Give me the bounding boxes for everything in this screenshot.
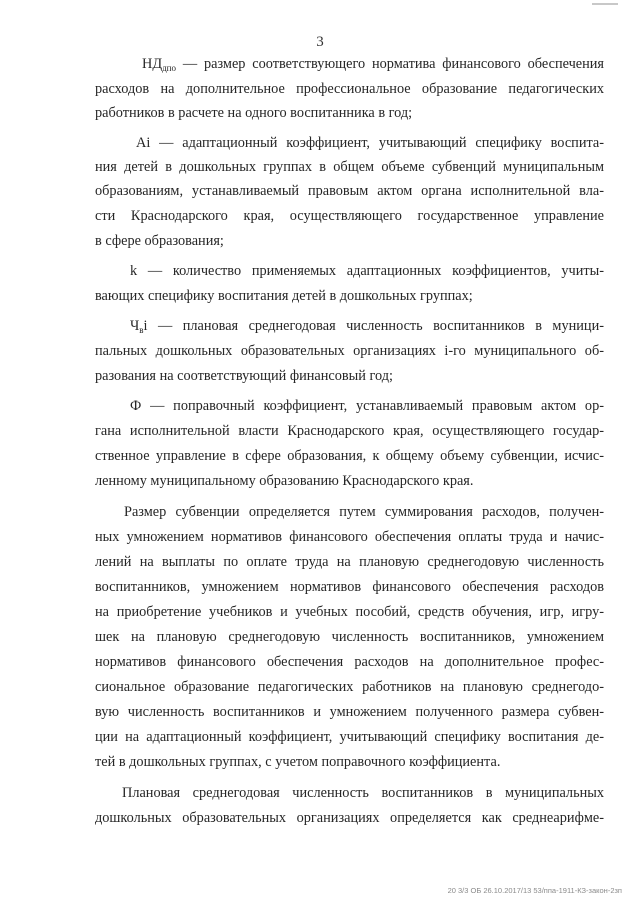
text-line: [95, 234, 224, 248]
text-line: [130, 399, 604, 413]
line-text: дошкольных образовательных организациях определяется как среднеарифме-: [95, 810, 604, 826]
line-text: Ф — поправочный коэффициент, устанавливаемый правовым актом ор-: [130, 398, 604, 414]
line-text: гана исполнительной власти Краснодарского края, осуществляющего государ-: [95, 423, 604, 439]
text-line: [95, 755, 500, 769]
text-line: [95, 655, 604, 669]
line-text: сти Краснодарского края, осуществляющего государственное управление: [95, 208, 604, 224]
text-line: [136, 136, 604, 150]
line-text: Плановая среднегодовая численность воспитанников в муниципальных: [122, 785, 604, 801]
line-text: воспитанников, умножением нормативов финансового обеспечения расходов: [95, 579, 604, 595]
line-text: ленному муниципальному образованию Краснодарского края.: [95, 473, 474, 489]
line-text: расходов на дополнительное профессиональное образование педагогических: [95, 81, 604, 97]
scan-mark: [592, 3, 618, 5]
text-line: [95, 580, 604, 594]
line-text: разования на соответствующий финансовый год;: [95, 368, 393, 384]
line-text: сиональное образование педагогических работников на плановую среднегодо-: [95, 679, 604, 695]
text-line: [95, 730, 604, 744]
line-text: вую численность воспитанников и умножением полученного размера субвен-: [95, 704, 604, 720]
text-line: [95, 449, 604, 463]
line-text: шек на плановую среднегодовую численность воспитанников, умножением: [95, 629, 604, 645]
line-text: Ai — адаптационный коэффициент, учитывающий специфику воспита-: [136, 135, 604, 151]
line-text: пальных дошкольных образовательных организациях i-го муниципального об-: [95, 343, 604, 359]
line-text: работников в расчете на одного воспитанника в год;: [95, 105, 413, 121]
line-text: k — количество применяемых адаптационных коэффициентов, учиты-: [130, 263, 604, 279]
line-text: Размер субвенции определяется путем суммирования расходов, получен-: [124, 504, 604, 520]
text-line: [95, 605, 604, 619]
page-number: 3: [316, 34, 324, 50]
subscript: дпо: [162, 63, 176, 73]
line-text: Ч: [130, 318, 140, 334]
line-text: тей в дошкольных группах, с учетом поправочного коэффициента.: [95, 754, 501, 770]
line-text: ции на адаптационный коэффициент, учитывающий специфику воспитания де-: [95, 729, 604, 745]
line-text-cont: — размер соответствующего норматива финансового обеспечения: [175, 56, 604, 72]
text-line: [95, 630, 604, 644]
line-text: нормативов финансового обеспечения расходов на дополнительное профес-: [95, 654, 604, 670]
text-line: [95, 680, 604, 694]
text-line: [95, 811, 604, 825]
text-line: [95, 424, 604, 438]
line-text: НД: [142, 56, 163, 72]
text-line: [95, 369, 393, 383]
line-text: ных умножением нормативов финансового обеспечения оплаты труда и начис-: [95, 529, 604, 545]
text-line: [95, 344, 604, 358]
text-line: [130, 264, 604, 278]
line-text: лений на выплаты по оплате труда на плановую среднегодовую численность: [95, 554, 604, 570]
footer-stamp: 20 3/3 ОБ 26.10.2017/13 53/ппа-1911-КЗ-закон-2зп: [447, 886, 622, 895]
subscript: в: [139, 325, 144, 335]
line-text: ственное управление в сфере образования, к общему объему субвенции, исчис-: [95, 448, 604, 464]
line-text: вающих специфику воспитания детей в дошкольных группах;: [95, 288, 473, 304]
text-line: [124, 505, 604, 519]
line-text: на приобретение учебников и учебных пособий, средств обучения, игр, игру-: [95, 604, 604, 620]
text-line: [95, 530, 604, 544]
text-line: [95, 106, 412, 120]
line-text: ния детей в дошкольных группах в общем объеме субвенций муниципальным: [95, 159, 604, 175]
text-line: [95, 209, 604, 223]
text-line: [95, 474, 473, 488]
text-line: [95, 184, 604, 198]
line-text: образованиям, устанавливаемый правовым актом органа исполнительной вла-: [95, 183, 604, 199]
text-line: [95, 555, 604, 569]
text-line: [95, 160, 604, 174]
text-line: [95, 289, 473, 303]
text-line: [130, 319, 604, 335]
line-text-cont: i — плановая среднегодовая численность воспитанников в муници-: [143, 318, 604, 334]
text-line: [122, 786, 604, 800]
text-line: [95, 82, 604, 96]
text-line: [95, 705, 604, 719]
line-text: в сфере образования;: [95, 233, 224, 249]
text-line: [142, 57, 604, 73]
